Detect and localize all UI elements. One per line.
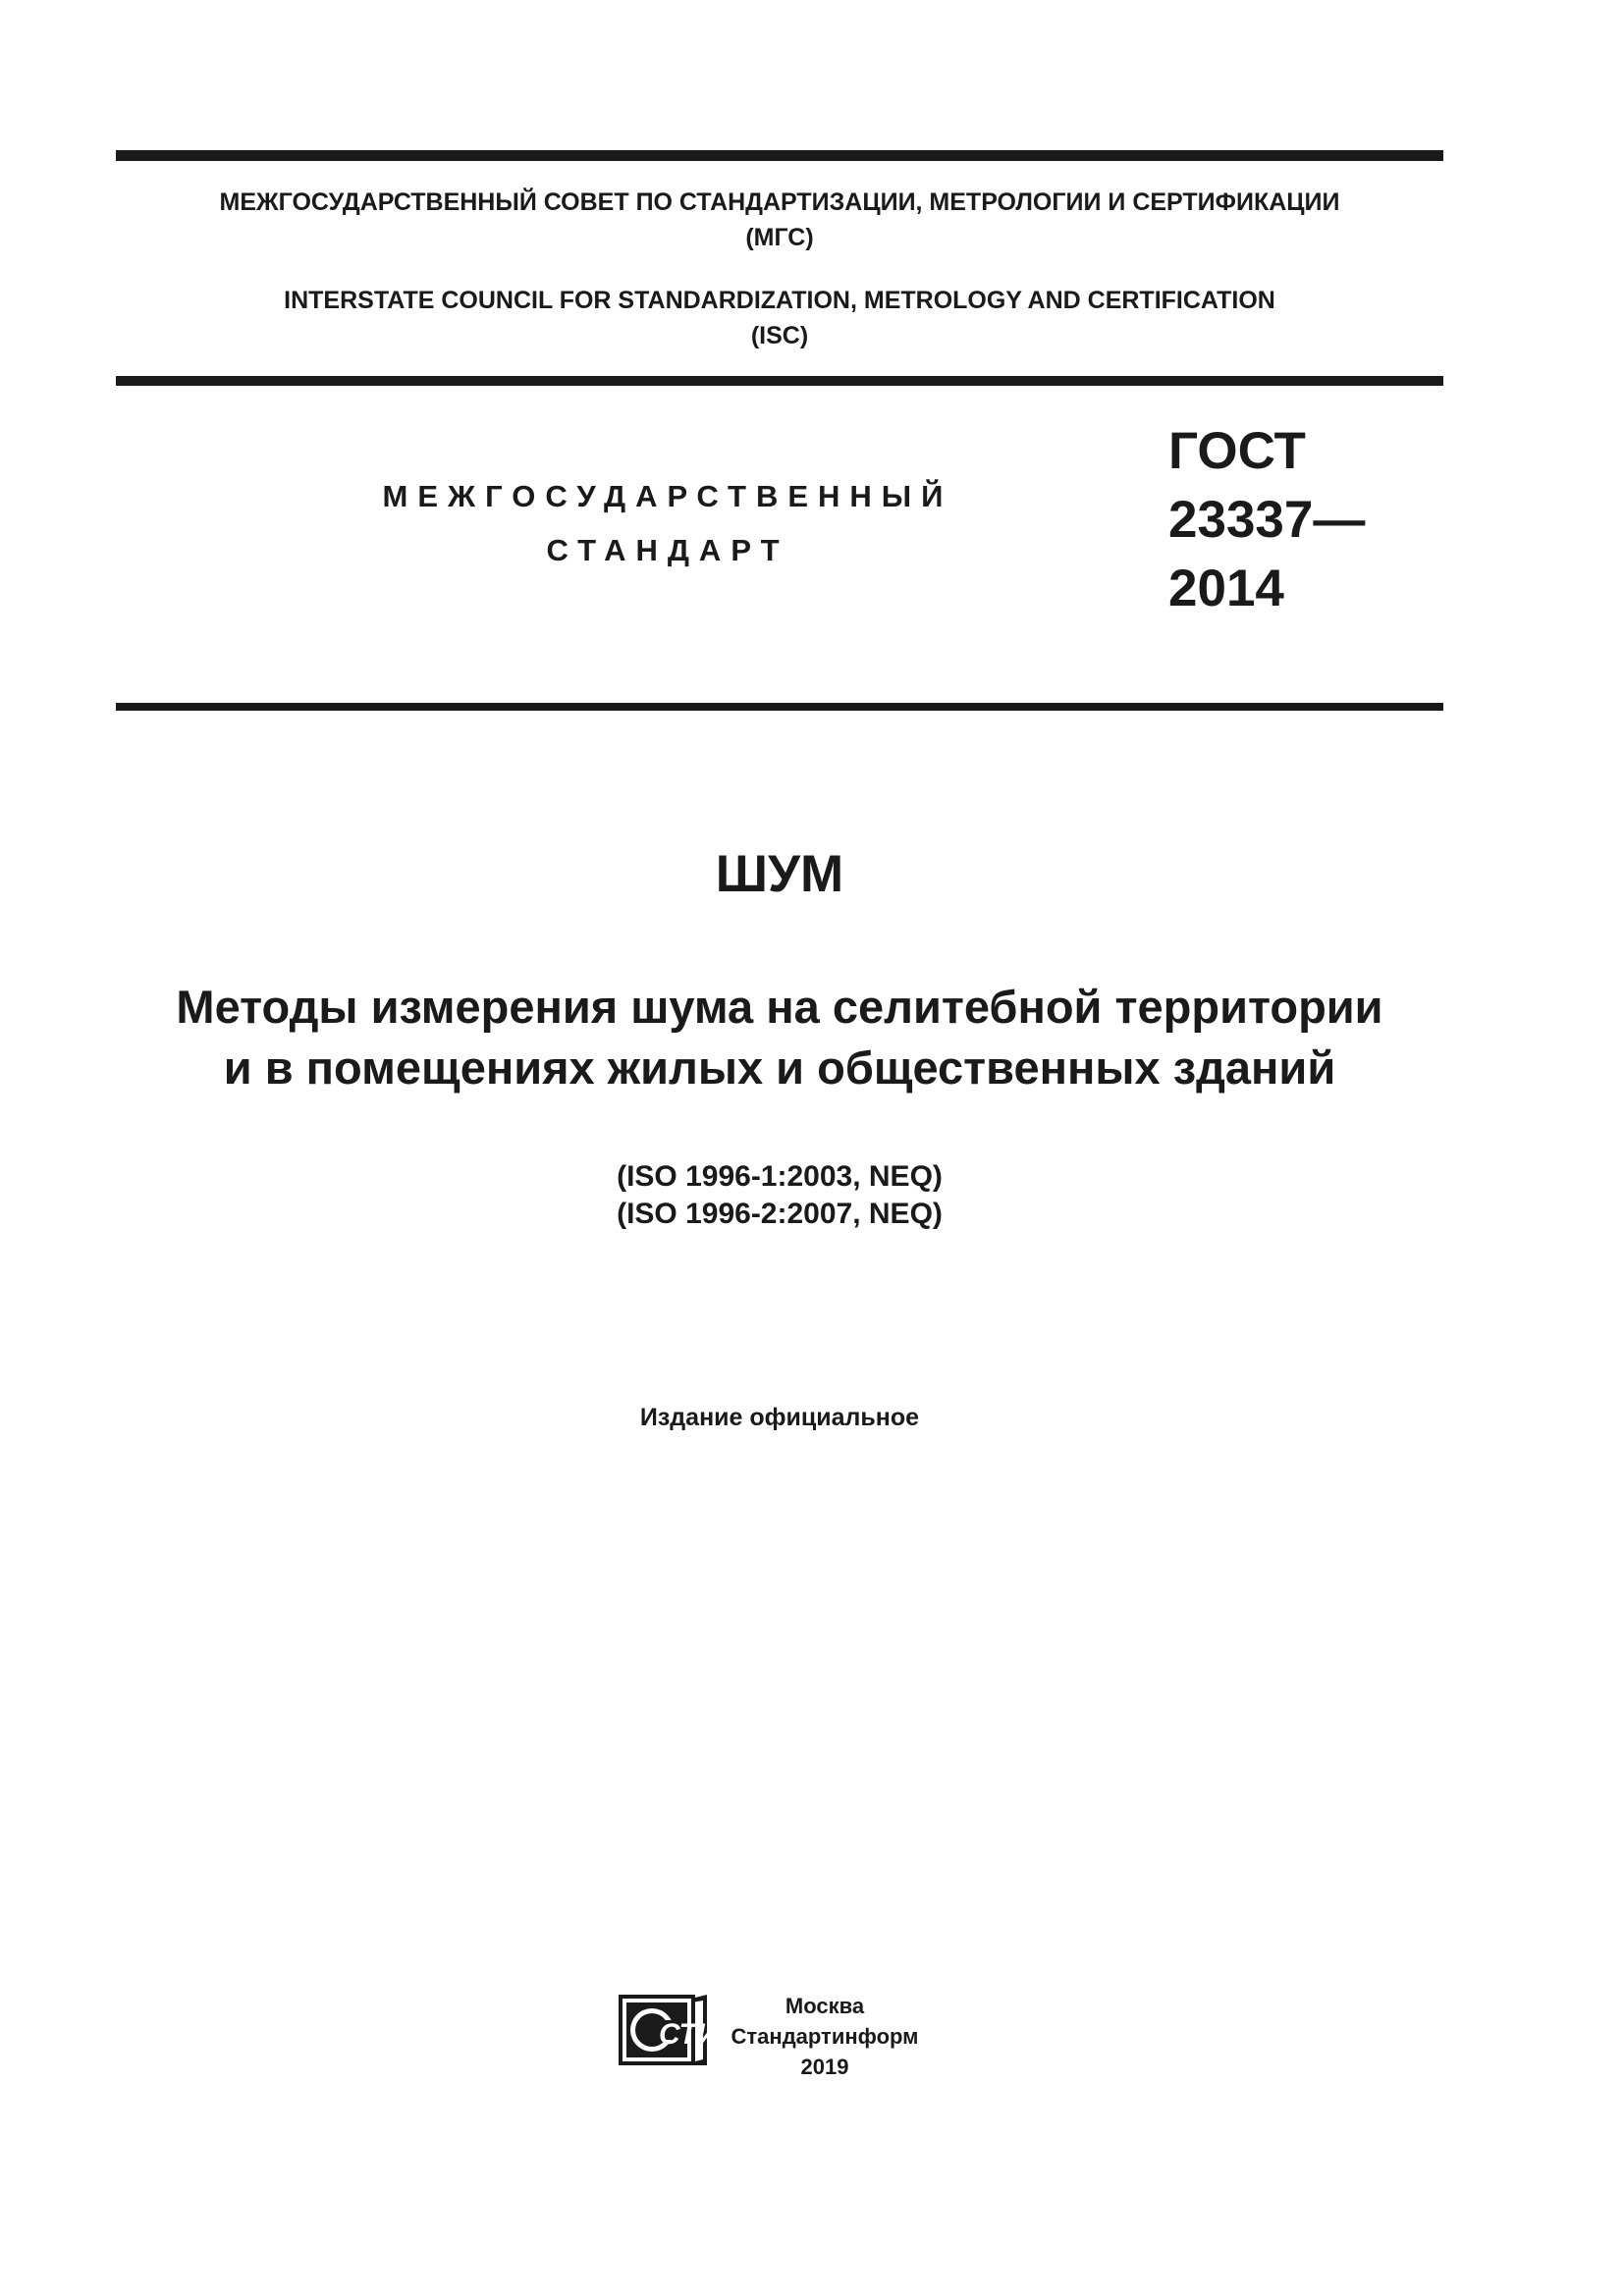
edition-note: Издание официальное xyxy=(639,1404,920,1431)
title-rule xyxy=(116,703,1443,711)
publisher-imprint xyxy=(727,1991,923,2082)
publisher-name: Стандартинформ xyxy=(731,2024,919,2049)
council-name-ru-line1: МЕЖГОСУДАРСТВЕННЫЙ СОВЕТ ПО СТАНДАРТИЗАЦИИ, МЕТРОЛОГИИ И СЕРТИФИКАЦИИ xyxy=(219,188,1340,216)
council-name-en xyxy=(116,283,1443,353)
designation-line3: 2014 xyxy=(1168,560,1284,617)
top-rule xyxy=(116,150,1443,161)
document-title: ШУМ xyxy=(715,845,844,903)
subtitle-line1: Методы измерения шума на селитебной территории xyxy=(176,981,1383,1033)
standard-designation xyxy=(1168,417,1365,623)
council-abbr-ru: (МГС) xyxy=(745,224,814,251)
iso-references xyxy=(116,1158,1443,1233)
subtitle-line2: и в помещениях жилых и общественных зданий xyxy=(223,1041,1336,1094)
council-abbr-en: (ISC) xyxy=(750,322,809,349)
designation-line2: 23337— xyxy=(1168,491,1366,549)
standard-kind-line2: СТАНДАРТ xyxy=(546,533,789,567)
sti-logo-icon xyxy=(617,1993,719,2071)
svg-text:СТИ: СТИ xyxy=(659,2018,719,2051)
council-name-ru xyxy=(116,185,1443,255)
iso-reference: (ISO 1996-2:2007, NEQ) xyxy=(617,1198,943,1230)
standard-kind xyxy=(324,469,1011,577)
designation-line1: ГОСТ xyxy=(1168,422,1306,480)
standard-kind-line1: МЕЖГОСУДАРСТВЕННЫЙ xyxy=(382,479,953,513)
document-subtitle xyxy=(116,977,1443,1098)
iso-reference: (ISO 1996-1:2003, NEQ) xyxy=(617,1160,943,1193)
header-rule xyxy=(116,376,1443,386)
publisher-city: Москва xyxy=(785,1994,865,2018)
council-name-en-line1: INTERSTATE COUNCIL FOR STANDARDIZATION, METROLOGY AND CERTIFICATION xyxy=(284,287,1275,314)
publisher-year: 2019 xyxy=(800,2055,849,2079)
